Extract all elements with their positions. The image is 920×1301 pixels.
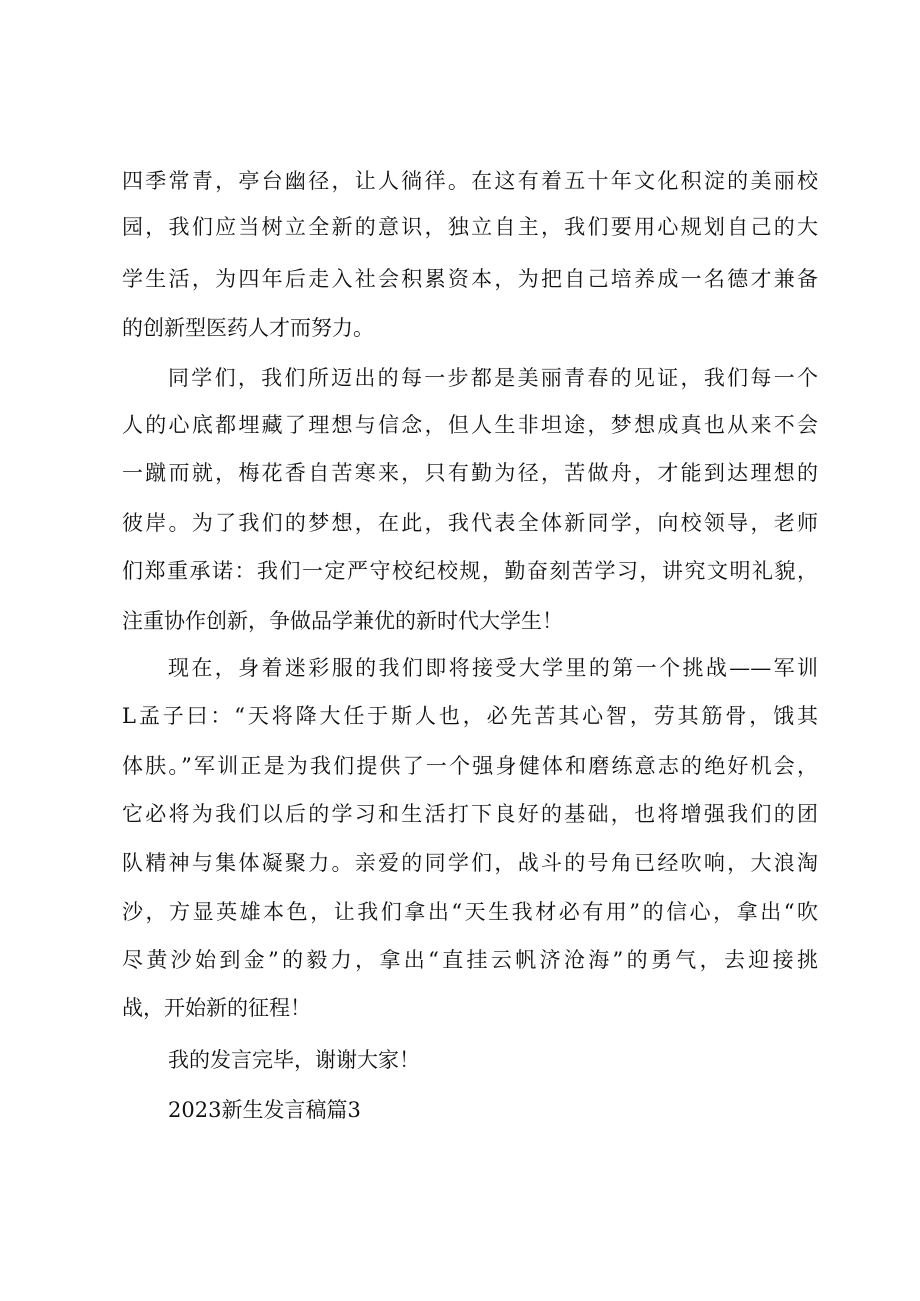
paragraph-3-line-4: 它必将为我们以后的学习和生活打下良好的基础，也将增强我们的团 xyxy=(122,802,818,826)
paragraph-2-line-5: 们郑重承诺：我们一定严守校纪校规，勤奋刻苦学习，讲究文明礼貌， xyxy=(122,559,818,583)
paragraph-3-line-8: 战，开始新的征程！ xyxy=(122,996,311,1020)
paragraph-1-line-3: 学生活，为四年后走入社会积累资本，为把自己培养成一名德才兼备 xyxy=(122,267,818,291)
paragraph-3-line-5: 队精神与集体凝聚力。亲爱的同学们，战斗的号角已经吹响，大浪淘 xyxy=(122,851,818,875)
paragraph-3-line-7: 尽黄沙始到金”的毅力，拿出“直挂云帆济沧海”的勇气，去迎接挑 xyxy=(122,948,818,972)
paragraph-2-line-3: 一蹴而就，梅花香自苦寒来，只有勤为径，苦做舟，才能到达理想的 xyxy=(122,461,818,485)
paragraph-1-line-1: 四季常青，亭台幽径，让人徜徉。在这有着五十年文化积淀的美丽校 xyxy=(122,169,818,193)
paragraph-3-line-2: L孟子曰：“天将降大任于斯人也，必先苦其心智，劳其筋骨，饿其 xyxy=(122,704,818,728)
paragraph-3-line-1: 现在，身着迷彩服的我们即将接受大学里的第一个挑战——军训 xyxy=(168,656,818,680)
paragraph-2-line-1: 同学们，我们所迈出的每一步都是美丽青春的见证，我们每一个 xyxy=(168,366,818,390)
paragraph-3-line-3: 体肤。”军训正是为我们提供了一个强身健体和磨练意志的绝好机会， xyxy=(122,754,818,778)
paragraph-1-line-2: 园，我们应当树立全新的意识，独立自主，我们要用心规划自己的大 xyxy=(122,215,818,239)
paragraph-1-line-4: 的创新型医药人才而努力。 xyxy=(122,316,374,340)
paragraph-2-line-2: 人的心底都埋藏了理想与信念，但人生非坦途，梦想成真也从来不会 xyxy=(122,413,818,437)
paragraph-3-line-6: 沙，方显英雄本色，让我们拿出“天生我材必有用”的信心，拿出“吹 xyxy=(122,900,818,924)
paragraph-2-line-4: 彼岸。为了我们的梦想，在此，我代表全体新同学，向校领导，老师 xyxy=(122,511,818,535)
next-section-heading: 2023新生发言稿篇3 xyxy=(168,1098,361,1122)
closing-line: 我的发言完毕，谢谢大家！ xyxy=(168,1048,420,1072)
paragraph-2-line-6: 注重协作创新，争做品学兼优的新时代大学生！ xyxy=(122,609,563,633)
